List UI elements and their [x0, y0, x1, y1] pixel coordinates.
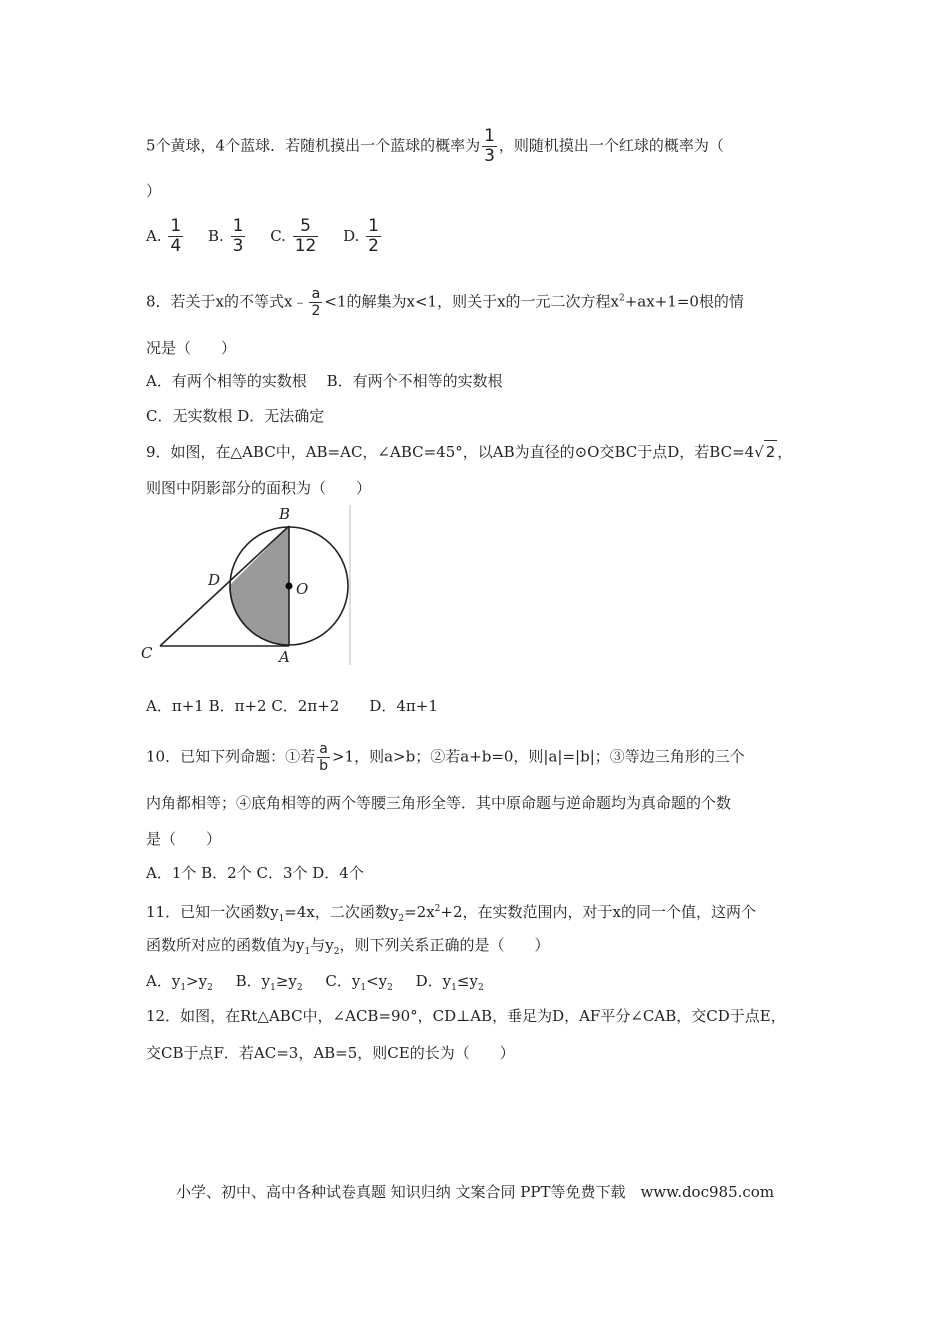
q9-stem: 9．如图，在△ABC中，AB=AC，∠ABC=45°，以AB为直径的⊙O交BC于点D，若BC=4√ 2 ，: [146, 440, 792, 463]
q8-stem-end: 况是（ ）: [146, 339, 237, 357]
center-point: [286, 583, 293, 590]
label-d: D: [208, 571, 221, 589]
q10-stem-2: 内角都相等；④底角相等的两个等腰三角形全等．其中原命题与逆命题均为真命题的个数: [146, 794, 732, 812]
q11-option-c: C．$y_1<y_2$: [325, 972, 393, 993]
q7-stem: 5个黄球，4个蓝球．若随机摸出一个蓝球的概率为 $\frac{1}{3}$ ，则随机摸出一个红球的概率为（: [146, 126, 724, 166]
label-a: A: [279, 648, 290, 666]
q12-stem: 12．如图，在Rt△ABC中，∠ACB=90°，CD⊥AB，垂足为D，AF平分∠CAB，交CD于点E，: [146, 1007, 786, 1025]
q9-options: A．π+1 B．π+2 C．2π+2 D．4π+1: [146, 697, 438, 715]
q8-options-cd: C．无实数根 D．无法确定: [146, 407, 325, 425]
q8-stem: 8．若关于x的不等式x﹣ $\frac{a}{2}$ <1的解集为x<1，则关于x的一元二次方程$x^2+ax+1=0$根的情: [146, 286, 744, 319]
q10-stem: 10．已知下列命题：①若 $\frac{a}{b}$ >1，则a>b；②若a+b=0，则|a|=|b|；③等边三角形的三个: [146, 741, 745, 774]
label-c: C: [141, 644, 153, 662]
q7-options: [146, 218, 401, 255]
label-b: B: [279, 505, 291, 523]
q8-options-ab: A．有两个相等的实数根 B．有两个不相等的实数根: [146, 372, 503, 390]
q11-option-a: A．$y_1>y_2$: [146, 972, 213, 993]
q7-option-b: B. $\frac{1}{3}$: [208, 216, 244, 256]
label-o: O: [296, 580, 309, 598]
q11-stem: 11．已知一次函数$y_1=4x$，二次函数$y_2=2x^2+2$，在实数范围内，对于x的同一个值，这两个: [146, 903, 756, 924]
q11-stem-end: 函数所对应的函数值为$y_1$与$y_2$，则下列关系正确的是（ ）: [146, 936, 550, 957]
q12-stem-end: 交CB于点F．若AC=3，AB=5，则CE的长为（ ）: [146, 1044, 515, 1062]
q9-stem-end: 则图中阴影部分的面积为（ ）: [146, 479, 372, 497]
page-footer: 小学、初中、高中各种试卷真题 知识归纳 文案合同 PPT等免费下载 www.doc985.com: [175, 1183, 775, 1201]
q9-figure: [138, 503, 358, 668]
q7-option-a: A. $\frac{1}{4}$: [146, 216, 182, 256]
q10-fraction: $\frac{a}{b}$: [319, 741, 328, 774]
q11-option-b: B．$y_1\ge y_2$: [235, 972, 303, 993]
q10-stem-end: 是（ ）: [146, 830, 222, 848]
q8-fraction: $\frac{a}{2}$: [311, 286, 321, 319]
q7-option-d: D. $\frac{1}{2}$: [343, 216, 379, 256]
q11-option-d: D．$y_1\le y_2$: [415, 972, 484, 993]
q7-option-c: C. $\frac{5}{12}$: [270, 216, 317, 256]
q11-options: [146, 970, 502, 999]
q7-stem-end: ）: [146, 182, 162, 200]
sqrt-symbol: √ 2: [754, 440, 777, 463]
q10-options: A．1个 B．2个 C．3个 D．4个: [146, 864, 364, 882]
q7-fraction: $\frac{1}{3}$: [484, 126, 495, 166]
